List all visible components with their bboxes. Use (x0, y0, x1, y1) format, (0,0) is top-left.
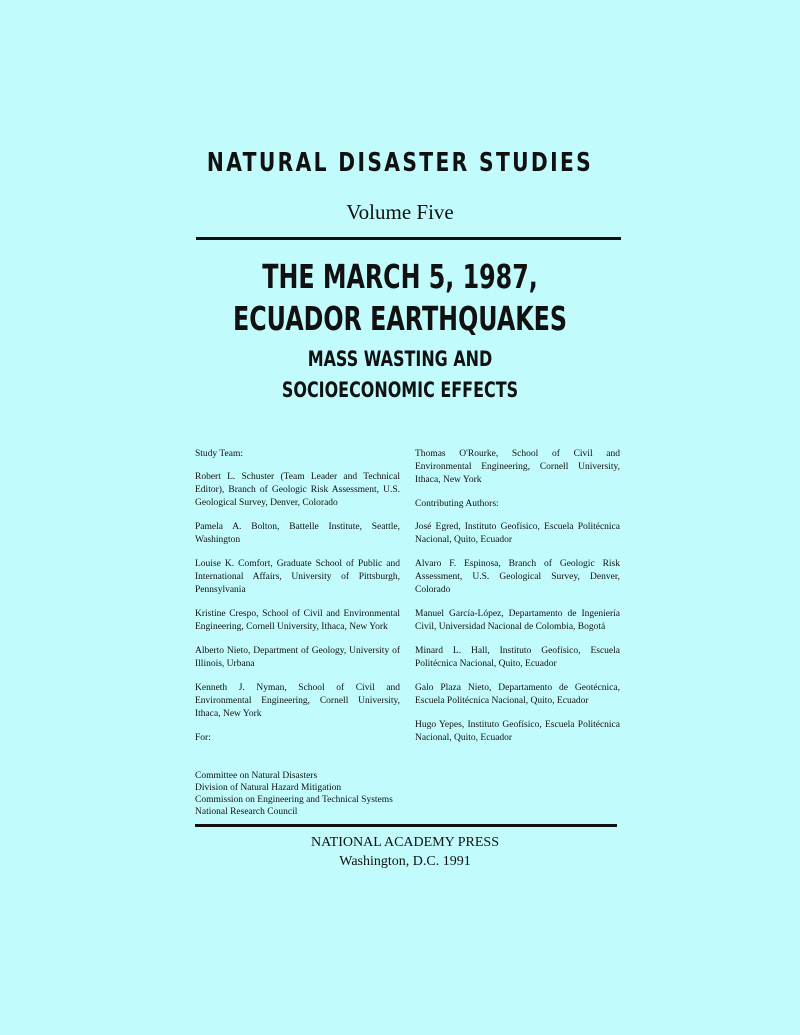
book-subtitle (96, 344, 704, 406)
organization-line: National Research Council (195, 807, 298, 817)
study-team-heading: Study Team: (195, 449, 243, 459)
contributors-column (415, 448, 620, 756)
team-member: Robert L. Schuster (Team Leader and Technical Editor), Branch of Geologic Risk Assessment, U.S. Geological Survey, Denver, Colorado (195, 472, 400, 508)
subtitle-line-1: MASS WASTING AND (307, 347, 493, 371)
for-heading: For: (195, 733, 211, 743)
contributor: Alvaro F. Espinosa, Branch of Geologic Risk Assessment, U.S. Geological Survey, Denver, Colorado (415, 559, 620, 595)
contributor: Hugo Yepes, Instituto Geofísico, Escuela Politécnica Nacional, Quito, Ecuador (415, 720, 620, 743)
title-line-2: ECUADOR EARTHQUAKES (233, 299, 567, 338)
team-member: Pamela A. Bolton, Battelle Institute, Seattle, Washington (195, 522, 400, 545)
team-member: Alberto Nieto, Department of Geology, University of Illinois, Urbana (195, 646, 400, 669)
team-member: Kenneth J. Nyman, School of Civil and Environmental Engineering, Cornell University, Ithaca, New York (195, 683, 400, 719)
study-team-column (195, 448, 400, 757)
title-line-1: THE MARCH 5, 1987, (262, 257, 538, 296)
team-member: Kristine Crespo, School of Civil and Environmental Engineering, Cornell University, Ithaca, New York (195, 609, 400, 632)
publisher-block (0, 833, 800, 871)
team-member: Thomas O'Rourke, School of Civil and Environmental Engineering, Cornell University, Ithaca, New York (415, 449, 620, 485)
organization-line: Division of Natural Hazard Mitigation (195, 783, 342, 793)
organization-line: Commission on Engineering and Technical Systems (195, 795, 393, 805)
bottom-divider (195, 824, 617, 827)
subtitle-line-2: SOCIOECONOMIC EFFECTS (281, 378, 519, 402)
publisher-place-date: Washington, D.C. 1991 (339, 854, 471, 869)
contributor: Manuel García-López, Departamento de Ingeniería Civil, Universidad Nacional de Colombia, Bogotá (415, 609, 620, 632)
series-title: NATURAL DISASTER STUDIES (206, 148, 594, 178)
team-member: Louise K. Comfort, Graduate School of Public and International Affairs, University of Pittsburgh, Pennsylvania (195, 559, 400, 595)
contributing-heading: Contributing Authors: (415, 499, 499, 509)
volume-label: Volume Five (346, 200, 454, 224)
contributor: José Egred, Instituto Geofísico, Escuela Politécnica Nacional, Quito, Ecuador (415, 522, 620, 545)
book-title (112, 256, 688, 340)
organization-line: Committee on Natural Disasters (195, 771, 318, 781)
publisher-name: NATIONAL ACADEMY PRESS (311, 835, 499, 850)
top-divider (196, 237, 621, 240)
for-organizations (195, 770, 495, 818)
contributor: Minard L. Hall, Instituto Geofísico, Escuela Politécnica Nacional, Quito, Ecuador (415, 646, 620, 669)
contributor: Galo Plaza Nieto, Departamento de Geotécnica, Escuela Politécnica Nacional, Quito, Ecuador (415, 683, 620, 706)
